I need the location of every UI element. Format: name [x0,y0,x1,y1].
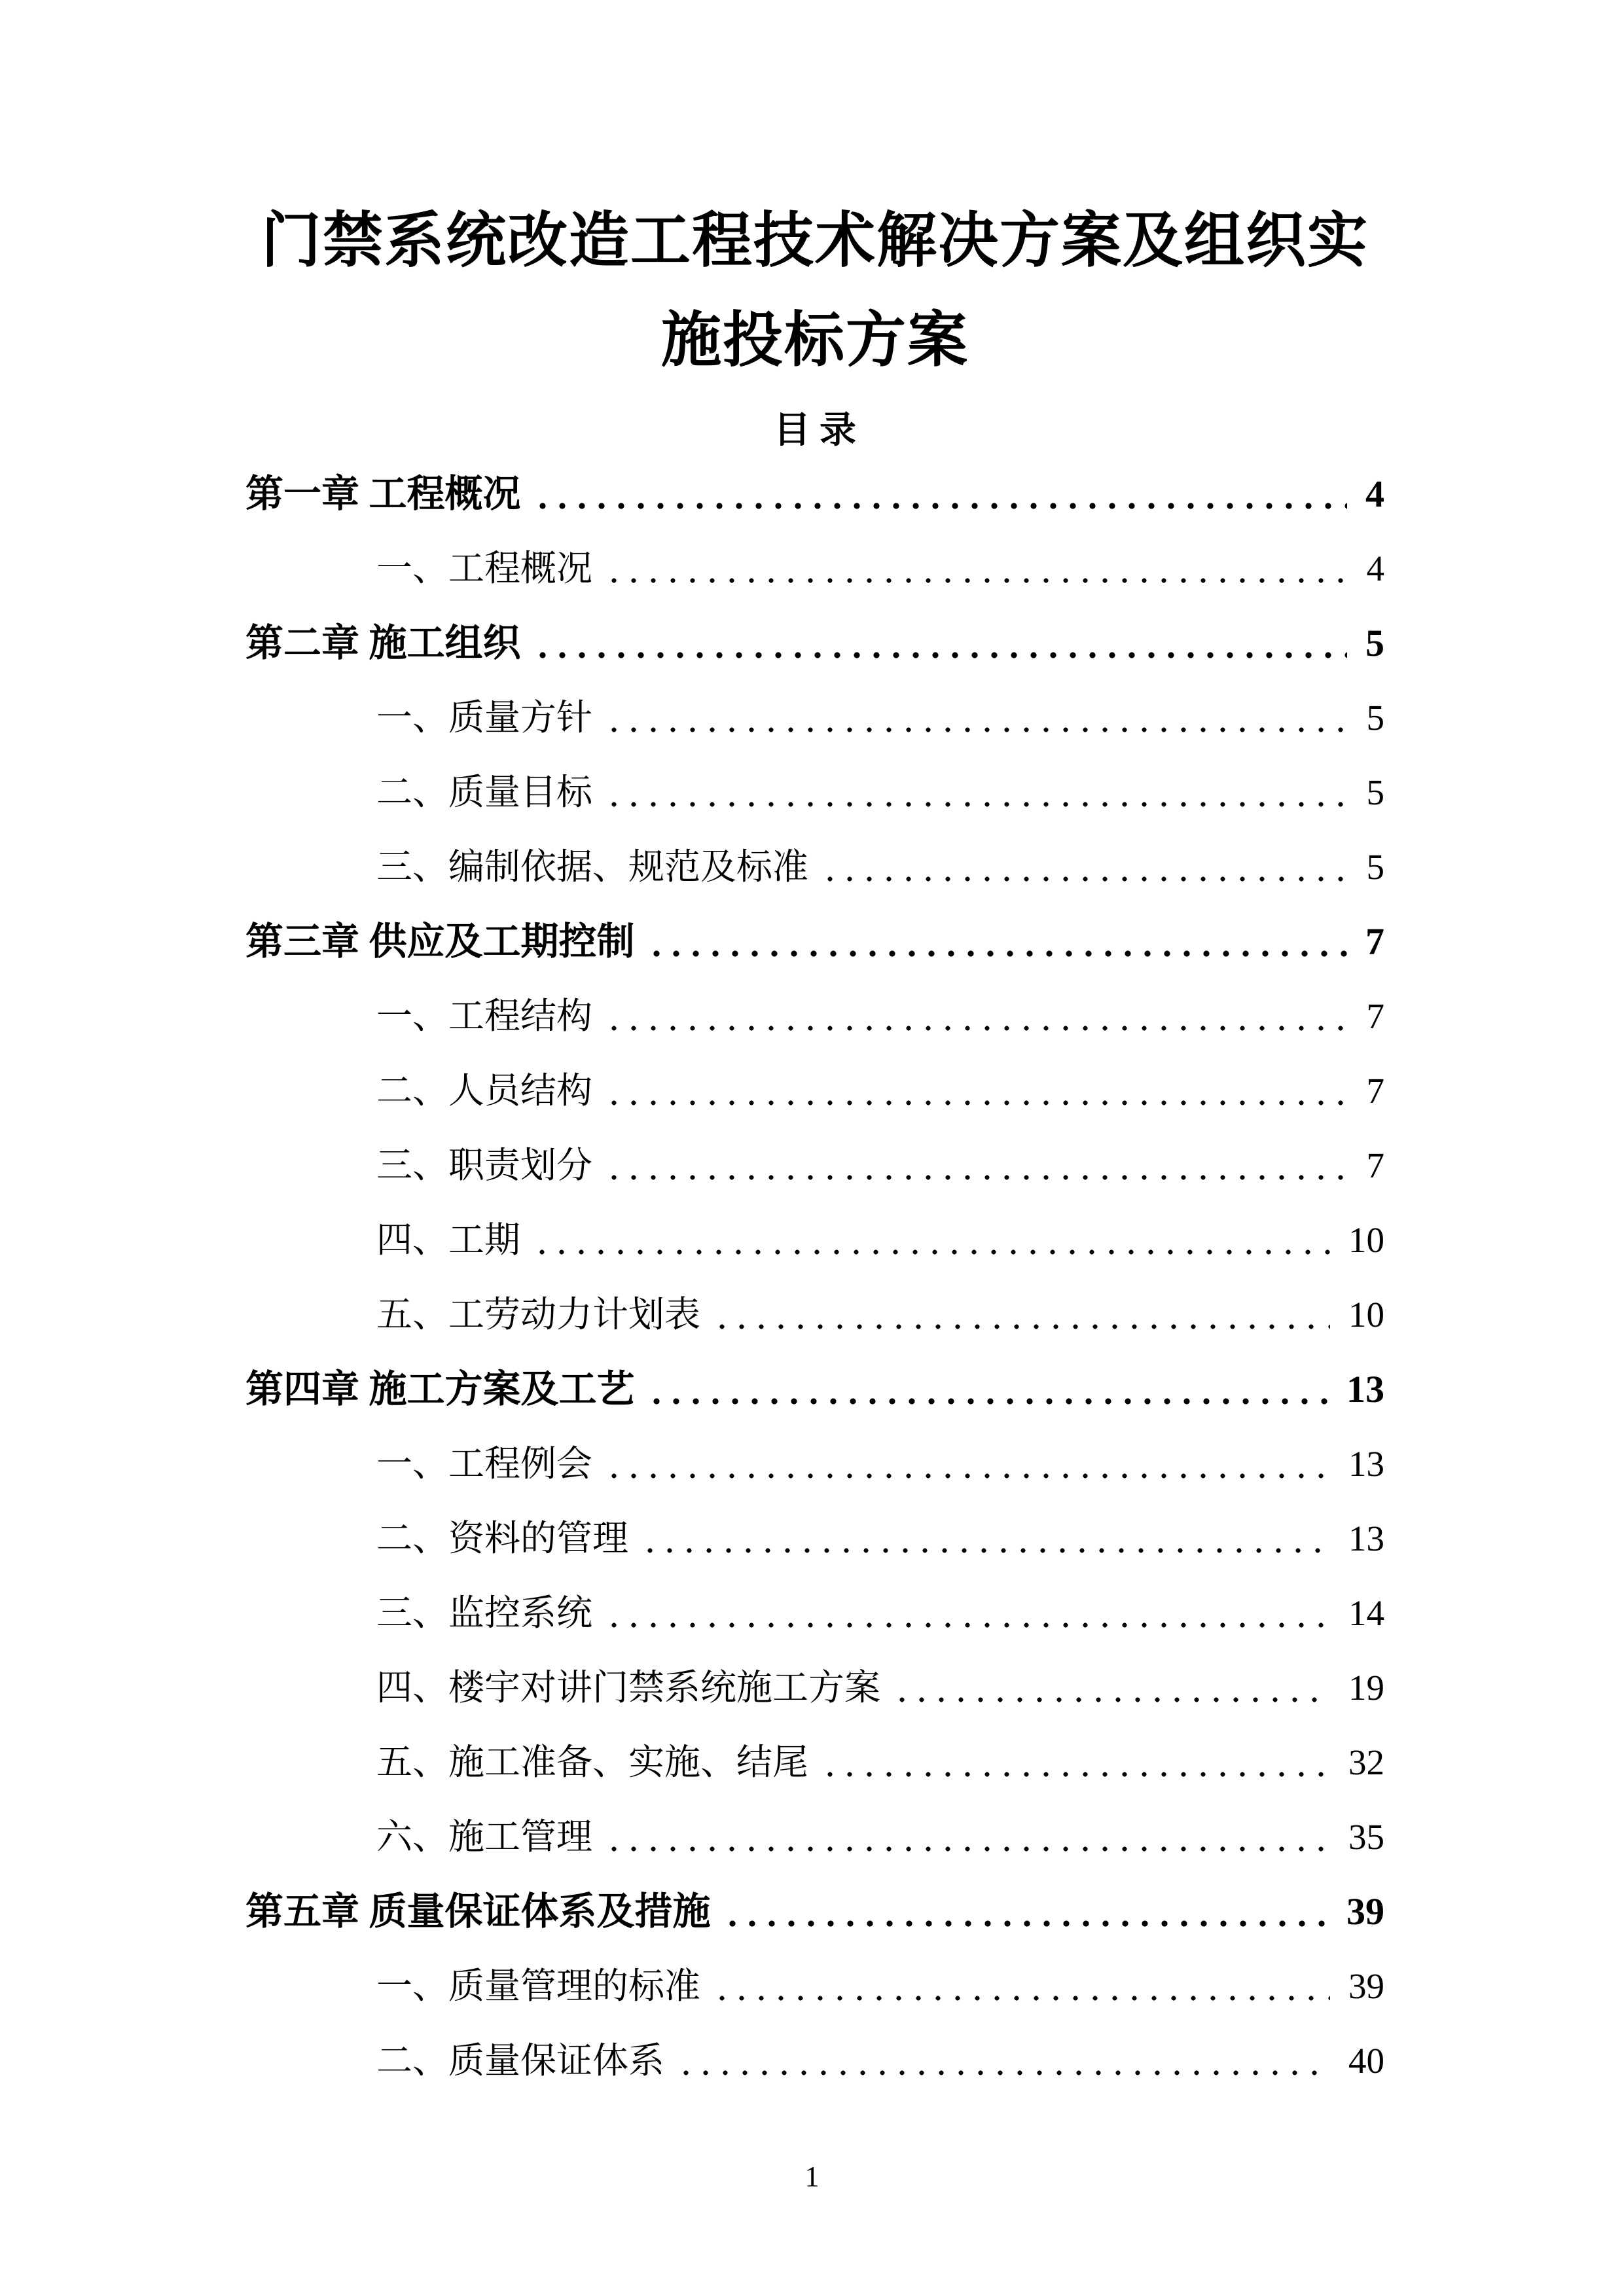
dot-leader [533,651,1347,660]
toc-entry-page: 32 [1348,1742,1384,1782]
toc-entry-label: 第五章 质量保证体系及措施 [245,1890,711,1933]
dot-leader [604,1173,1348,1182]
dot-leader [604,576,1348,585]
toc-entry[interactable] [245,1725,1384,1800]
toc-entry-label: 一、质量方针 [376,698,593,738]
toc-entry-page: 7 [1366,1071,1384,1111]
toc-entry-page: 10 [1348,1295,1384,1335]
dot-leader [723,1919,1328,1928]
toc-entry[interactable] [245,681,1384,755]
toc-entry-label: 三、职责划分 [376,1145,593,1185]
toc-entry[interactable] [245,1128,1384,1203]
toc-entry-page: 7 [1366,1145,1384,1185]
toc-entry-label: 第三章 供应及工期控制 [245,920,635,963]
toc-entry-page: 5 [1366,772,1384,812]
dot-leader [604,1844,1330,1854]
dot-leader [820,1770,1330,1779]
toc-entry[interactable] [245,1427,1384,1501]
dot-leader [532,1247,1330,1257]
toc-entry[interactable] [245,1278,1384,1352]
toc-entry-page: 7 [1366,996,1384,1036]
toc-entry[interactable] [245,1651,1384,1725]
dot-leader [604,1024,1348,1033]
dot-leader [604,1098,1348,1107]
table-of-contents [245,457,1384,2098]
dot-leader [533,501,1347,511]
toc-entry[interactable] [245,755,1384,830]
toc-entry-label: 一、工程结构 [376,996,593,1036]
toc-entry-label: 一、质量管理的标准 [376,1966,701,2006]
toc-entry[interactable] [245,531,1384,606]
dot-leader [712,1994,1330,2003]
footer-page-number: 1 [804,2161,820,2193]
toc-entry-page: 14 [1348,1593,1384,1633]
dot-leader [640,1546,1330,1555]
toc-entry-page: 4 [1365,473,1384,515]
toc-entry[interactable] [245,1874,1384,1949]
toc-entry-page: 7 [1365,920,1384,963]
toc-entry-page: 10 [1348,1220,1384,1260]
toc-entry-label: 三、编制依据、规范及标准 [376,847,809,887]
toc-entry-page: 35 [1348,1817,1384,1857]
toc-entry-page: 39 [1346,1890,1384,1933]
dot-leader [604,800,1348,809]
toc-entry[interactable] [245,606,1384,681]
toc-entry-label: 一、工程概况 [376,548,593,588]
toc-entry-label: 五、施工准备、实施、结尾 [376,1742,809,1782]
toc-entry[interactable] [245,1203,1384,1278]
dot-leader [676,2068,1330,2077]
toc-entry-label: 四、工期 [376,1220,521,1260]
toc-entry-page: 13 [1348,1518,1384,1558]
toc-entry-label: 二、资料的管理 [376,1518,629,1558]
toc-entry-label: 一、工程例会 [376,1444,593,1484]
toc-entry[interactable] [245,1352,1384,1427]
toc-entry[interactable] [245,905,1384,979]
toc-entry-page: 5 [1366,698,1384,738]
toc-entry[interactable] [245,1576,1384,1651]
toc-entry-page: 19 [1348,1668,1384,1708]
toc-entry[interactable] [245,1800,1384,1874]
toc-entry-page: 5 [1366,847,1384,887]
dot-leader [647,949,1347,958]
toc-entry-label: 五、工劳动力计划表 [376,1295,701,1335]
toc-entry-label: 二、质量目标 [376,772,593,812]
dot-leader [820,874,1348,884]
toc-entry-page: 39 [1348,1966,1384,2006]
document-title-line-2: 施投标方案 [660,307,969,374]
toc-entry-page: 13 [1346,1368,1384,1410]
dot-leader [647,1397,1328,1406]
toc-entry-label: 第四章 施工方案及工艺 [245,1368,635,1410]
dot-leader [604,1471,1330,1480]
toc-entry-page: 5 [1365,622,1384,664]
toc-entry[interactable] [245,830,1384,905]
toc-entry-page: 13 [1348,1444,1384,1484]
toc-heading: 目 录 [774,410,856,451]
toc-entry-page: 4 [1366,548,1384,588]
toc-entry-label: 第二章 施工组织 [245,622,521,664]
toc-entry-label: 三、监控系统 [376,1593,593,1633]
toc-entry[interactable] [245,2024,1384,2098]
toc-entry-label: 六、施工管理 [376,1817,593,1857]
toc-entry-label: 四、楼宇对讲门禁系统施工方案 [376,1668,881,1708]
dot-leader [604,1621,1330,1630]
toc-entry[interactable] [245,1054,1384,1128]
toc-entry[interactable] [245,1501,1384,1576]
toc-entry[interactable] [245,979,1384,1054]
toc-entry[interactable] [245,457,1384,531]
dot-leader [604,725,1348,734]
document-title [245,0,1384,390]
document-title-line-1: 门禁系统改造工程技术解决方案及组织实 [261,207,1369,274]
dot-leader [712,1322,1330,1331]
toc-entry-label: 第一章 工程概况 [245,473,521,515]
toc-entry-label: 二、人员结构 [376,1071,593,1111]
dot-leader [892,1695,1330,1704]
toc-entry-label: 二、质量保证体系 [376,2041,665,2081]
toc-entry[interactable] [245,1949,1384,2024]
toc-entry-page: 40 [1348,2041,1384,2081]
